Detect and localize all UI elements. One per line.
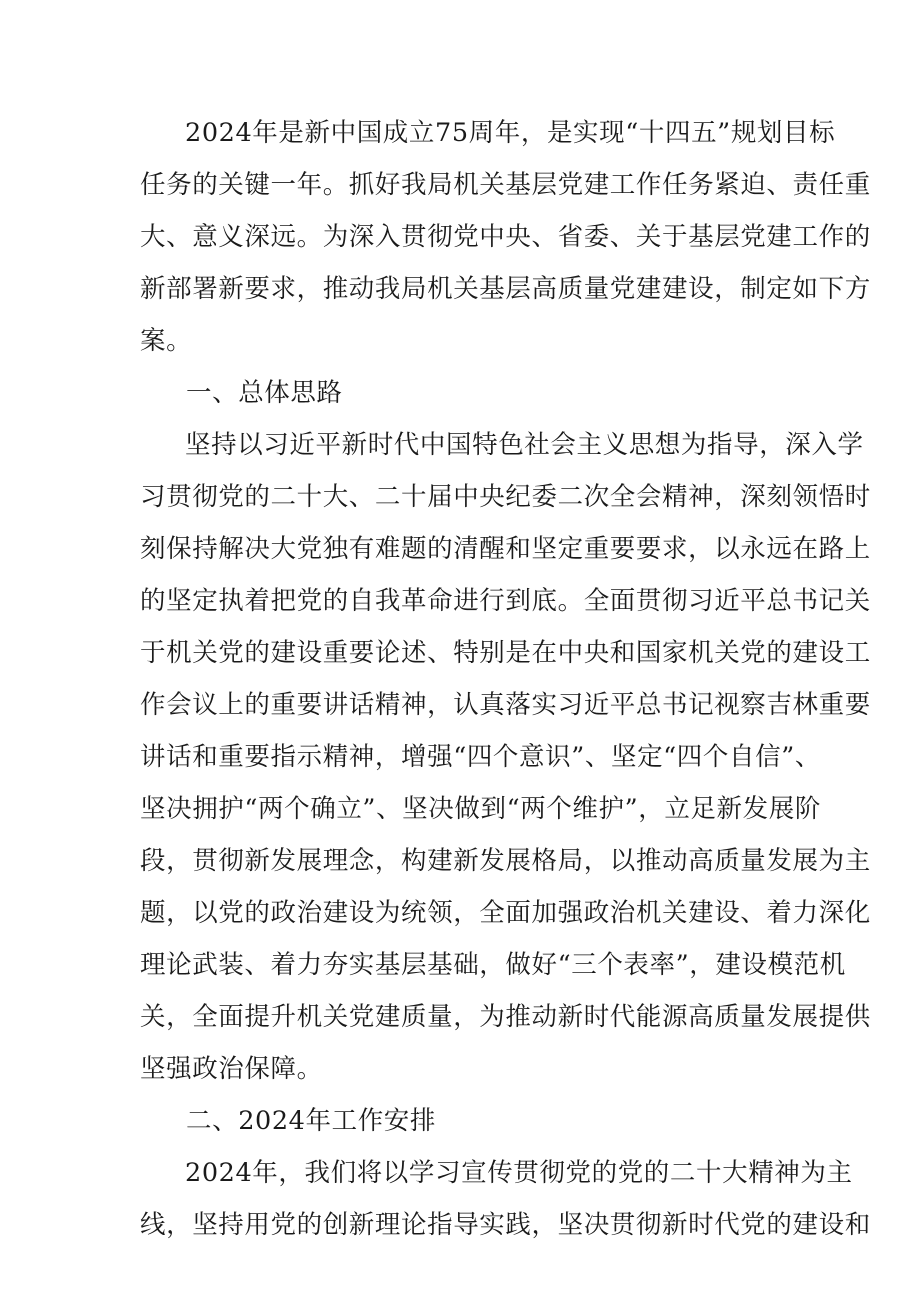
text-line: 大、意义深远。为深入贯彻党中央、省委、关于基层党建工作的 <box>140 222 871 252</box>
text-line: 新部署新要求，推动我局机关基层高质量党建建设，制定如下方 <box>140 274 871 304</box>
text-line: 作会议上的重要讲话精神，认真落实习近平总书记视察吉林重要 <box>140 690 871 720</box>
heading-text: 二、2024年工作安排 <box>186 1106 436 1136</box>
text-line: 于机关党的建设重要论述、特别是在中央和国家机关党的建设工 <box>140 638 871 668</box>
text-line: 坚强政治保障。 <box>140 1054 323 1084</box>
paragraph-work-plan <box>140 1147 871 1251</box>
text-line: 线，坚持用党的创新理论指导实践，坚决贯彻新时代党的建设和 <box>140 1210 871 1240</box>
section-heading-overall <box>140 367 783 419</box>
text-line: 坚持以习近平新时代中国特色社会主义思想为指导，深入学 <box>185 430 864 460</box>
paragraph-intro <box>140 107 871 367</box>
text-line: 刻保持解决大党独有难题的清醒和坚定重要要求，以永远在路上 <box>140 534 871 564</box>
text-line: 理论武装、着力夯实基层基础，做好“三个表率”，建设模范机 <box>140 950 846 980</box>
text-line: 任务的关键一年。抓好我局机关基层党建工作任务紧迫、责任重 <box>140 170 871 200</box>
section-heading-work-plan <box>140 1095 783 1147</box>
text-line: 题，以党的政治建设为统领，全面加强政治机关建设、着力深化 <box>140 898 871 928</box>
text-line: 关，全面提升机关党建质量，为推动新时代能源高质量发展提供 <box>140 1002 871 1032</box>
text-line: 段，贯彻新发展理念，构建新发展格局，以推动高质量发展为主 <box>140 846 871 876</box>
paragraph-overall-thinking <box>140 419 871 1095</box>
text-line: 习贯彻党的二十大、二十届中央纪委二次全会精神，深刻领悟时 <box>140 482 871 512</box>
text-line: 讲话和重要指示精神，增强“四个意识”、坚定“四个自信”、 <box>140 742 821 772</box>
document-page <box>140 107 871 1251</box>
text-line: 2024年，我们将以学习宣传贯彻党的党的二十大精神为主 <box>185 1158 853 1188</box>
text-line: 案。 <box>140 326 193 356</box>
text-line: 的坚定执着把党的自我革命进行到底。全面贯彻习近平总书记关 <box>140 586 871 616</box>
text-line: 2024年是新中国成立75周年，是实现“十四五”规划目标 <box>185 118 836 148</box>
text-line: 坚决拥护“两个确立”、坚决做到“两个维护”，立足新发展阶 <box>140 794 821 824</box>
heading-text: 一、总体思路 <box>186 378 343 408</box>
